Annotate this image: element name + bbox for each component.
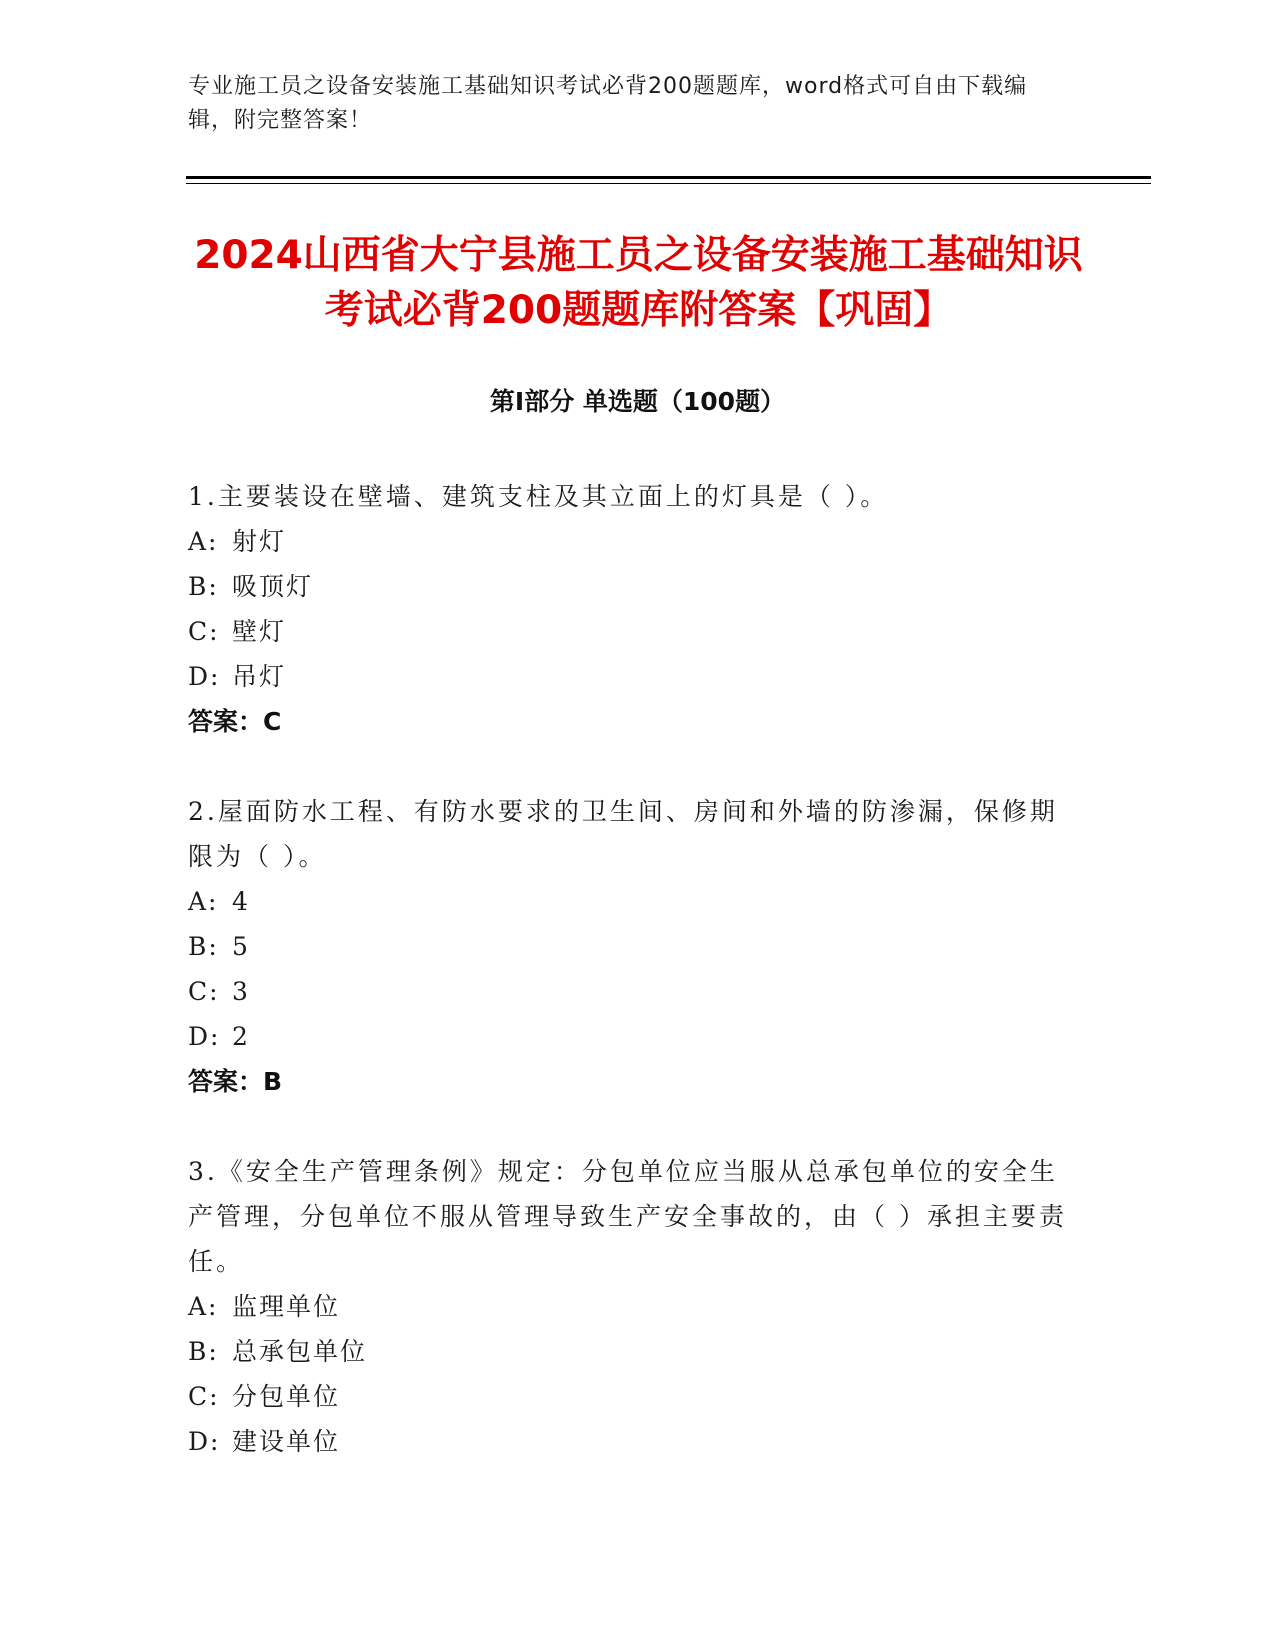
option-c (188, 1374, 1068, 1419)
section-title: 第Ⅰ部分 单选题（100题） (489, 387, 786, 416)
option-letter: A: (188, 1292, 219, 1321)
option-c (188, 609, 1068, 654)
option-c (188, 969, 1068, 1014)
option-text: 5 (232, 932, 250, 961)
option-text: 2 (232, 1022, 250, 1051)
option-text: 4 (232, 887, 250, 916)
header-note: 专业施工员之设备安装施工基础知识考试必背200题题库，word格式可自由下载编辑，附完整答案！ (188, 74, 1028, 133)
question-text: 3.《安全生产管理条例》规定：分包单位应当服从总承包单位的安全生产管理，分包单位不服从管理导致生产安全事故的，由（ ）承担主要责任。 (188, 1157, 1067, 1276)
document-title: 2024山西省大宁县施工员之设备安装施工基础知识考试必背200题题库附答案【巩固】 (194, 233, 1083, 333)
header-rule-thin (186, 183, 1151, 184)
option-text: 射灯 (232, 527, 287, 556)
option-text: 吸顶灯 (232, 572, 314, 601)
option-text: 壁灯 (232, 617, 287, 646)
option-letter: C: (188, 617, 220, 646)
option-d (188, 654, 1068, 699)
option-letter: B: (188, 932, 219, 961)
question-list (188, 474, 1068, 1509)
option-a (188, 1284, 1068, 1329)
question-2 (188, 789, 1068, 1104)
option-text: 监理单位 (232, 1292, 341, 1321)
option-d (188, 1014, 1068, 1059)
question-text: 1.主要装设在壁墙、建筑支柱及其立面上的灯具是（ ）。 (188, 482, 889, 511)
question-3 (188, 1149, 1068, 1464)
option-a (188, 879, 1068, 924)
option-b (188, 564, 1068, 609)
option-text: 吊灯 (232, 662, 287, 691)
option-text: 建设单位 (232, 1427, 341, 1456)
answer-line: 答案：B (188, 1067, 283, 1096)
question-text: 2.屋面防水工程、有防水要求的卫生间、房间和外墙的防渗漏，保修期限为（ ）。 (188, 797, 1058, 871)
option-letter: D: (188, 662, 221, 691)
option-letter: C: (188, 1382, 220, 1411)
option-letter: D: (188, 1427, 221, 1456)
option-letter: A: (188, 887, 219, 916)
option-a (188, 519, 1068, 564)
option-text: 总承包单位 (232, 1337, 368, 1366)
question-1 (188, 474, 1068, 744)
option-letter: D: (188, 1022, 221, 1051)
option-text: 3 (232, 977, 250, 1006)
option-letter: B: (188, 1337, 219, 1366)
option-letter: C: (188, 977, 220, 1006)
header-rule-thick (186, 176, 1151, 179)
option-letter: B: (188, 572, 219, 601)
option-b (188, 924, 1068, 969)
option-b (188, 1329, 1068, 1374)
option-d (188, 1419, 1068, 1464)
option-text: 分包单位 (232, 1382, 341, 1411)
answer-line: 答案：C (188, 707, 282, 736)
option-letter: A: (188, 527, 219, 556)
